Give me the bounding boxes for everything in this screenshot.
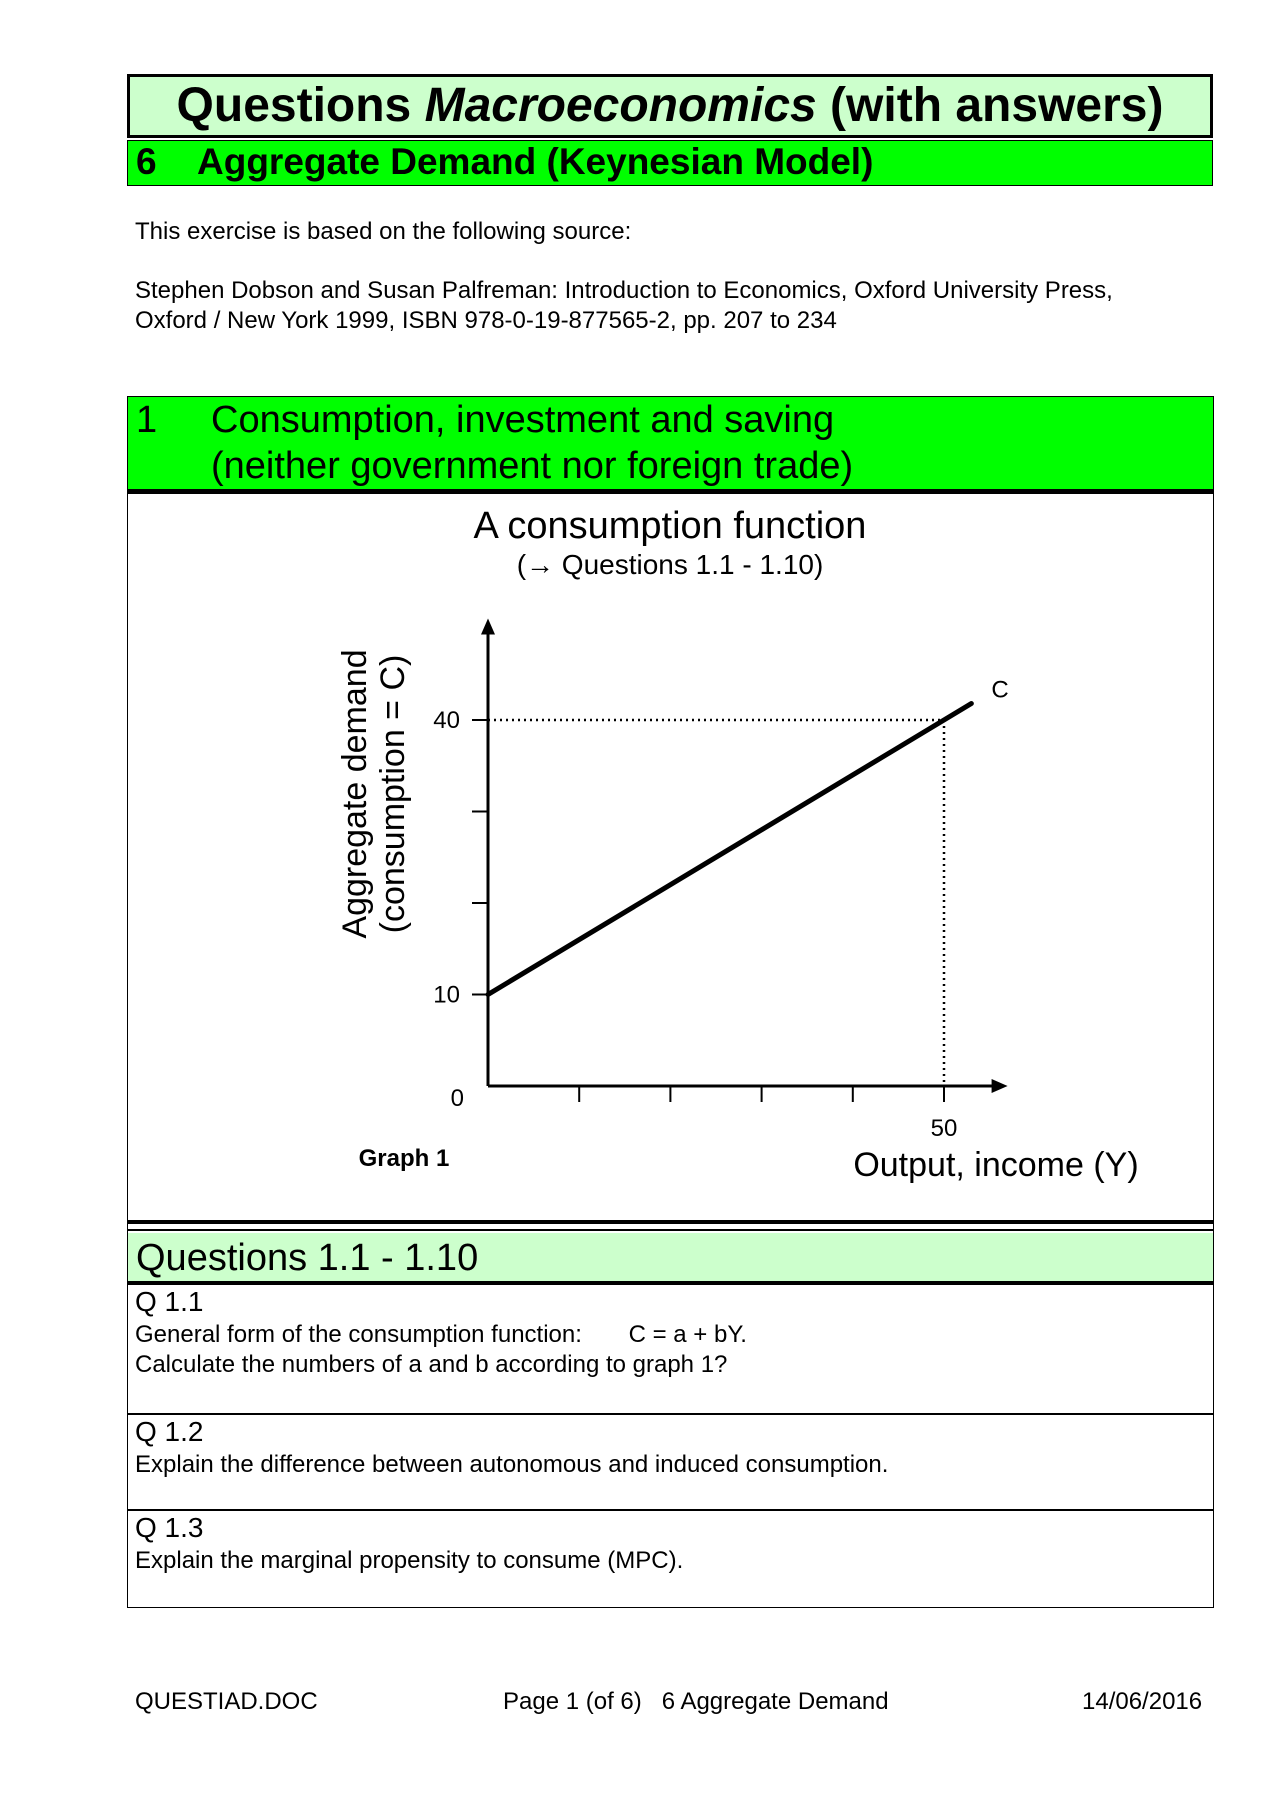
section-number: 1 (136, 399, 158, 441)
source-line-2: Oxford / New York 1999, ISBN 978-0-19-877565-2, pp. 207 to 234 (135, 307, 837, 334)
consumption-line (488, 704, 971, 995)
section-title-line-1: Consumption, investment and saving (211, 399, 835, 441)
chart-title: A consumption function (473, 505, 867, 547)
chapter-number: 6 (136, 141, 157, 182)
series-label-c: C (991, 676, 1009, 704)
questions-header-rule (128, 1281, 1213, 1285)
question-1-1-line-2: Calculate the numbers of a and b according to graph 1? (135, 1351, 728, 1378)
y-axis-label-line-1: Aggregate demand (336, 649, 374, 939)
footer-date: 14/06/2016 (1082, 1688, 1203, 1715)
source-line-1: Stephen Dobson and Susan Palfreman: Introduction to Economics, Oxford University Press, (135, 277, 1113, 304)
chart-subtitle: (→ Questions 1.1 - 1.10) (516, 549, 824, 580)
y-tick-label: 10 (433, 981, 460, 1009)
x-tick-label: 50 (930, 1115, 958, 1142)
title-prefix: Questions (176, 79, 425, 132)
footer-filename: QUESTIAD.DOC (135, 1688, 318, 1715)
x-axis-label: Output, income (Y) (853, 1146, 1139, 1184)
y-axis-arrow (481, 619, 495, 635)
graph-caption: Graph 1 (358, 1145, 450, 1172)
questions-header-text: Questions 1.1 - 1.10 (136, 1237, 479, 1279)
question-id-1-1: Q 1.1 (135, 1286, 204, 1317)
questions-top-rule-thin (128, 1229, 1213, 1231)
consumption-function-chart (128, 494, 1213, 1220)
y-axis-label-line-2: (consumption = C) (374, 654, 412, 934)
section-title-line-2: (neither government nor foreign trade) (211, 445, 854, 487)
intro-text: This exercise is based on the following source: (135, 218, 632, 245)
question-id-1-3: Q 1.3 (135, 1512, 204, 1543)
question-1-1-line-1: General form of the consumption function: C = a + bY. (135, 1321, 747, 1348)
y-tick-label: 40 (433, 707, 460, 734)
question-id-1-2: Q 1.2 (135, 1416, 204, 1447)
question-1-2-line-1: Explain the difference between autonomous and induced consumption. (135, 1451, 889, 1478)
title-suffix: (with answers) (816, 79, 1164, 132)
chapter-header (127, 140, 1213, 186)
title-italic: Macroeconomics (424, 79, 817, 132)
origin-label: 0 (450, 1085, 464, 1112)
footer-page: Page 1 (of 6) 6 Aggregate Demand (503, 1688, 889, 1715)
question-divider (128, 1509, 1213, 1511)
x-axis-arrow (992, 1079, 1008, 1093)
chapter-title: Aggregate Demand (Keynesian Model) (197, 141, 874, 182)
question-1-3-line-1: Explain the marginal propensity to consume (MPC). (135, 1547, 684, 1574)
document-title (127, 74, 1213, 138)
question-divider (128, 1413, 1213, 1415)
questions-top-rule (128, 1220, 1213, 1224)
